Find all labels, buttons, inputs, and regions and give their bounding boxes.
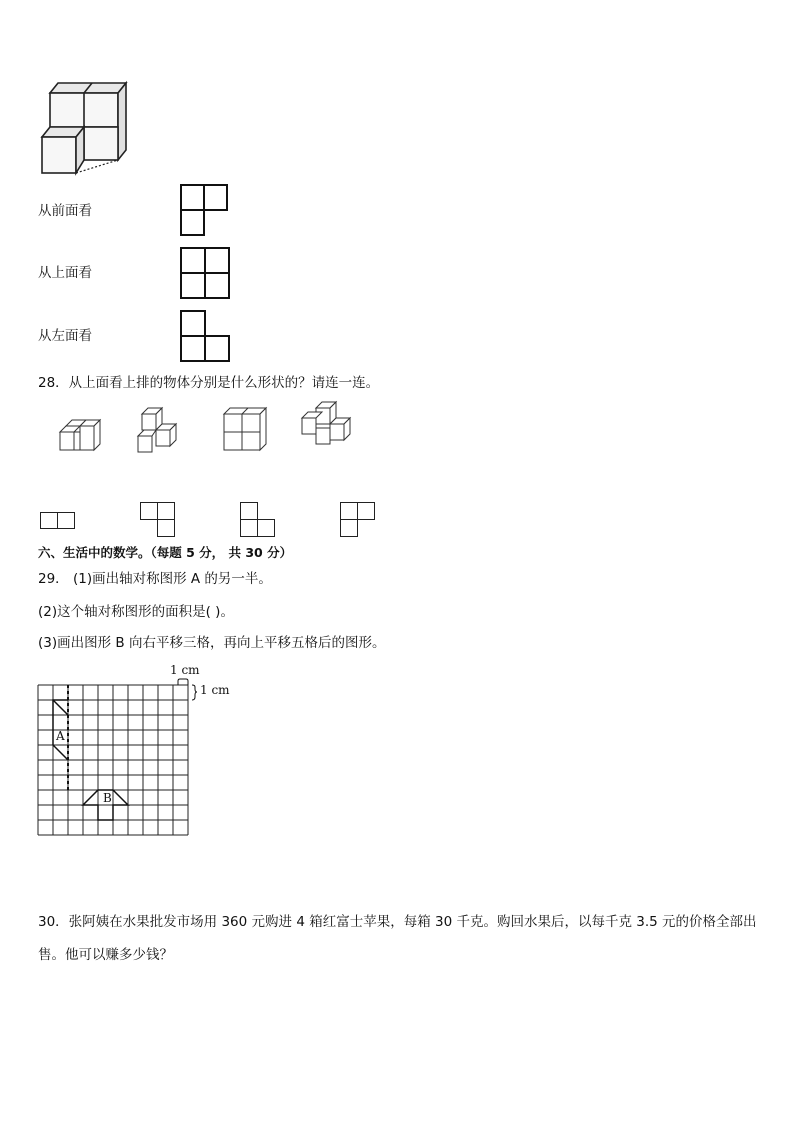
q28-object-1 — [56, 412, 106, 454]
cube-stack-figure — [38, 80, 133, 175]
q29-line-3: (3)画出图形 B 向右平移三格，再向上平移五格后的图形。 — [38, 635, 386, 651]
q29-unit-v-label: 1 cm — [200, 683, 230, 697]
q28-shape-d — [340, 502, 376, 538]
q28-shape-b — [140, 502, 176, 538]
q28-shape-c — [240, 502, 276, 538]
q28-object-2 — [136, 404, 190, 456]
q28-object-3 — [220, 406, 270, 454]
q30-line-1: 30．张阿姨在水果批发市场用 360 元购进 4 箱红富士苹果，每箱 30 千克。购回水果后，以每千克 3.5 元的价格全部出 — [38, 914, 757, 930]
q29-shape-b-label: B — [103, 791, 112, 805]
top-view-diagram — [180, 247, 232, 301]
q28-object-4 — [298, 400, 356, 454]
q29-shape-a-label: A — [56, 729, 65, 743]
section-6-title: 六、生活中的数学。（每题 5 分， 共 30 分） — [38, 545, 293, 560]
q28-text: 28．从上面看上排的物体分别是什么形状的？请连一连。 — [38, 375, 380, 391]
front-view-diagram — [180, 184, 230, 238]
q29-line-1: 29． (1)画出轴对称图形 A 的另一半。 — [38, 571, 272, 587]
q28-shape-a — [40, 512, 76, 530]
view-label-top: 从上面看 — [38, 265, 92, 281]
q30-line-2: 售。他可以赚多少钱？ — [38, 947, 173, 963]
view-label-left: 从左面看 — [38, 328, 92, 344]
view-label-front: 从前面看 — [38, 203, 92, 219]
left-view-diagram — [180, 310, 232, 364]
q29-unit-h-label: 1 cm — [170, 663, 200, 677]
q29-line-2: (2)这个轴对称图形的面积是( )。 — [38, 604, 234, 620]
